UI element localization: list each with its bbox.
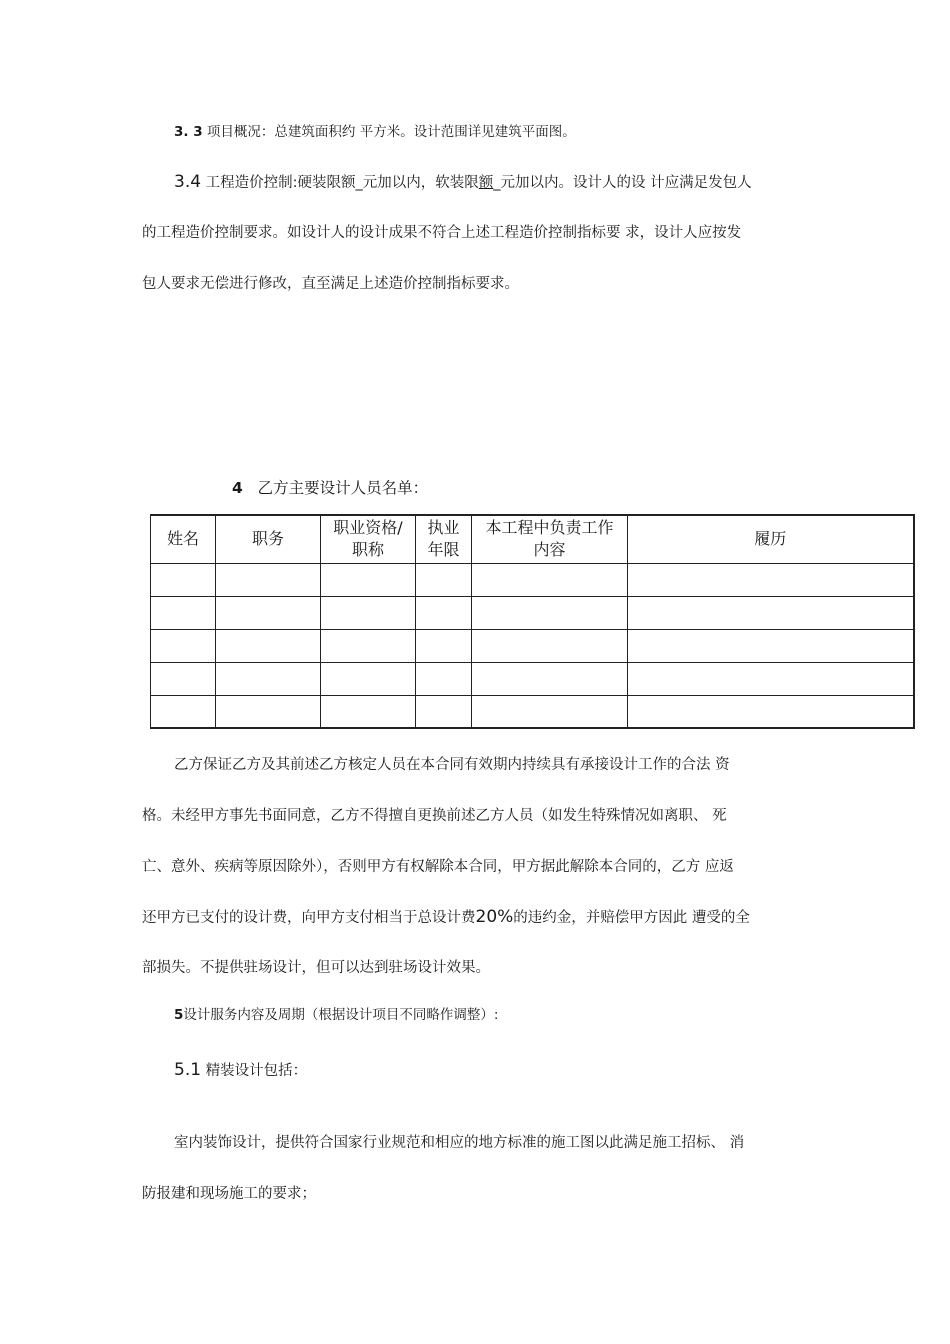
table-cell: [151, 596, 216, 629]
table-cell: [321, 563, 416, 596]
table-cell: [628, 596, 914, 629]
table-cell: [628, 563, 914, 596]
table-row: [151, 662, 914, 695]
table-row: [151, 596, 914, 629]
interior-line-1: 室内装饰设计，提供符合国家行业规范和相应的地方标准的施工图以此满足施工招标、 消: [174, 1135, 745, 1151]
header-position: 职务: [216, 515, 321, 563]
table-cell: [216, 662, 321, 695]
section-5-1-heading: [174, 1060, 307, 1081]
section-text: 项目概况：总建筑面积约 平方米。设计范围详见建筑平面图。: [206, 124, 576, 140]
table-cell: [216, 563, 321, 596]
header-responsibility: 本工程中负责工作 内容: [472, 515, 628, 563]
table-row: [151, 629, 914, 662]
table-cell: [472, 662, 628, 695]
table-cell: [321, 596, 416, 629]
table-cell: [216, 596, 321, 629]
table-cell: [216, 695, 321, 728]
table-cell: [321, 695, 416, 728]
table-cell: [628, 695, 914, 728]
text-part: 工程造价控制:硬装限额_元加以内，软装限: [201, 175, 479, 191]
table-row: [151, 695, 914, 728]
section-5-heading: [174, 1005, 498, 1025]
text-part: _元加以内。设计人的设 计应满足发包人: [493, 175, 752, 191]
underlined-text: 额: [478, 175, 494, 191]
header-years: 执业 年限: [416, 515, 472, 563]
section-title: 乙方主要设计人员名单：: [257, 479, 429, 497]
table-cell: [472, 695, 628, 728]
text-part: 还甲方已支付的设计费，向甲方支付相当于总设计费: [142, 910, 476, 926]
table-cell: [416, 695, 472, 728]
section-3-3: [174, 122, 576, 142]
guarantee-line-2: 格。未经甲方事先书面同意，乙方不得擅自更换前述乙方人员（如发生特殊情况如离职、 死: [142, 808, 727, 824]
penalty-percent: 20%: [475, 907, 514, 927]
interior-line-2: 防报建和现场施工的要求；: [142, 1186, 316, 1202]
guarantee-line-3: 亡、意外、疾病等原因除外），否则甲方有权解除本合同，甲方据此解除本合同的，乙方 应返: [142, 859, 734, 875]
table-cell: [472, 596, 628, 629]
table-cell: [321, 662, 416, 695]
table-cell: [416, 596, 472, 629]
section-text: 设计服务内容及周期（根据设计项目不同略作调整）:: [183, 1007, 499, 1023]
header-resume: 履历: [628, 515, 914, 563]
guarantee-line-5: 部损失。不提供驻场设计，但可以达到驻场设计效果。: [142, 960, 490, 976]
section-number: 3. 3: [174, 124, 203, 140]
section-number: 5: [174, 1007, 184, 1023]
table-cell: [628, 662, 914, 695]
table-header-row: [151, 515, 914, 563]
section-text: 精装设计包括：: [201, 1063, 308, 1079]
guarantee-line-1: 乙方保证乙方及其前述乙方核定人员在本合同有效期内持续具有承接设计工作的合法 资: [174, 757, 730, 773]
table-cell: [151, 629, 216, 662]
table-cell: [472, 563, 628, 596]
table-cell: [416, 662, 472, 695]
header-qualification: 职业资格/ 职称: [321, 515, 416, 563]
table-cell: [216, 629, 321, 662]
table-cell: [628, 629, 914, 662]
section-3-4-line3: 包人要求无偿进行修改，直至满足上述造价控制指标要求。: [142, 276, 519, 292]
table-cell: [151, 695, 216, 728]
header-name: 姓名: [151, 515, 216, 563]
table-cell: [416, 563, 472, 596]
table-cell: [151, 662, 216, 695]
section-3-4-line1: [174, 172, 752, 193]
section-number: 3.4: [174, 172, 202, 192]
text-part: 的违约金，并赔偿甲方因此 遭受的全: [513, 910, 750, 926]
section-number: 5.1: [174, 1060, 202, 1080]
staff-table: [150, 514, 915, 729]
guarantee-line-4: [142, 907, 750, 928]
section-number: 4: [232, 479, 243, 497]
table-cell: [151, 563, 216, 596]
section-3-4-line2: 的工程造价控制要求。如设计人的设计成果不符合上述工程造价控制指标要 求，设计人应按发: [142, 225, 742, 241]
table-cell: [321, 629, 416, 662]
table-cell: [472, 629, 628, 662]
section-4-heading: [232, 478, 428, 498]
table-cell: [416, 629, 472, 662]
table-row: [151, 563, 914, 596]
